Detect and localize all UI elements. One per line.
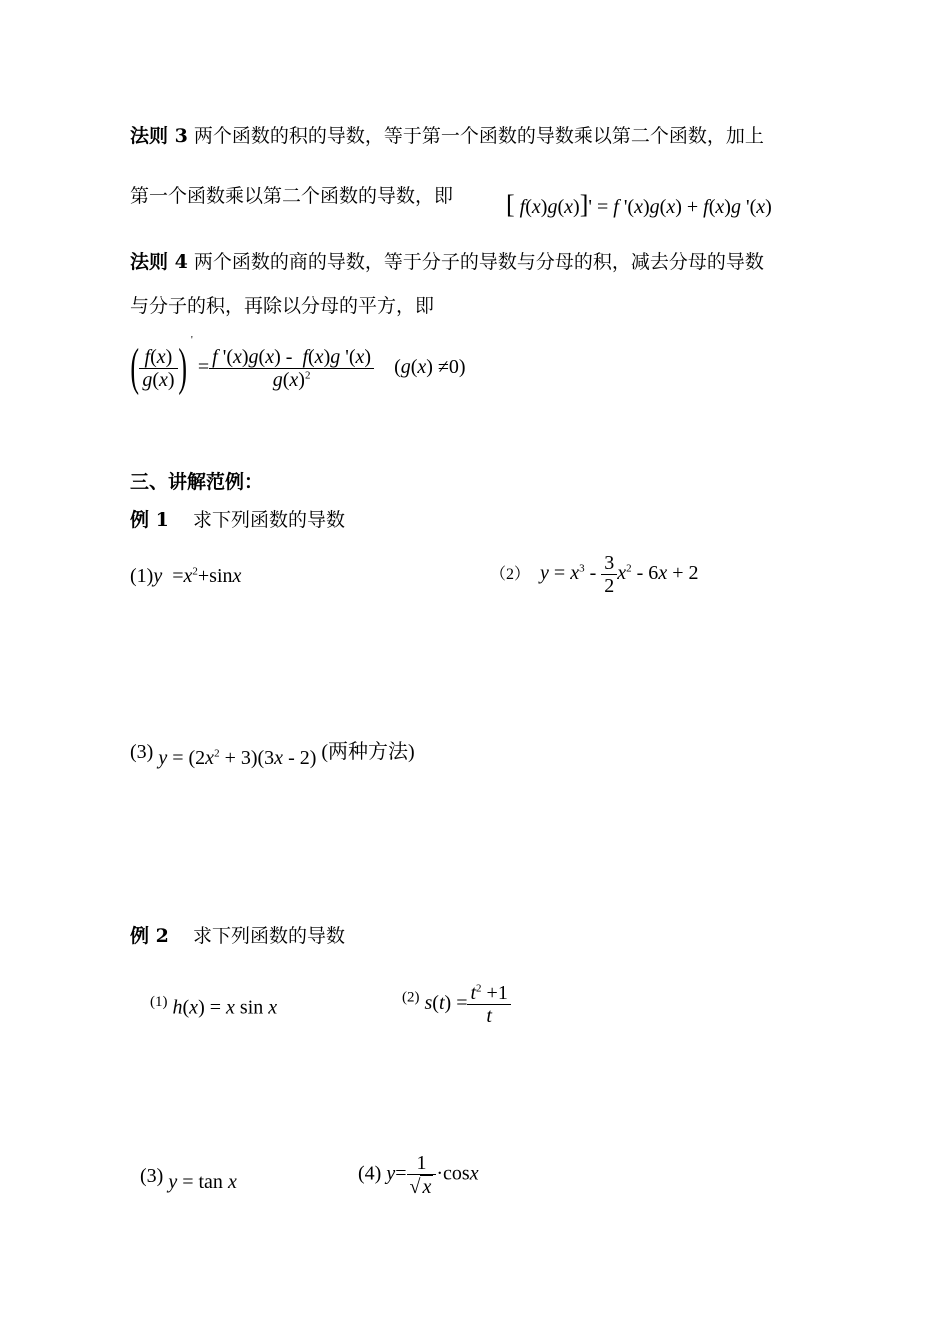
example1-item2: （2） $y = x^3$ - $\frac{3}{2}$ $x^2 - 6x + 2$ [490, 552, 699, 597]
section-heading: 三、讲解范例： [130, 471, 264, 493]
example2-item4-label: (4) [358, 1162, 382, 1185]
example2-item2-label: (2) [402, 989, 420, 1006]
example2-item3-label: (3) [140, 1165, 164, 1187]
example1-item3-note: (两种方法) [321, 741, 415, 763]
rule4-label: 法则 4 [130, 251, 188, 273]
example2-item1: $^{(1)}$ h(x) = x sin x [150, 994, 278, 1019]
example2-prompt: 求下列函数的导数 [193, 925, 346, 947]
rule3-line2: 第一个函数乘以第二个函数的导数，即 [130, 185, 454, 207]
example2-item1-label: (1) [150, 994, 168, 1010]
example1-item1: $(1)y =x^2+\sin x$ [130, 565, 242, 587]
example1-item3-label: (3) [130, 741, 154, 763]
rule3-text1: 两个函数的积的导数，等于第一个函数的导数乘以第二个函数，加上 [193, 125, 764, 147]
rule4-line2: 与分子的积，再除以分母的平方，即 [130, 295, 435, 317]
example2-title [130, 924, 345, 948]
example2-item2: $^{(2)}$ s(t) = $\frac{t^2 +1}{t}$ [402, 982, 511, 1027]
example1-prompt: 求下列函数的导数 [193, 509, 346, 531]
example1-item1-label: (1) [130, 565, 154, 587]
example1-item2-label: （2） [490, 566, 531, 584]
example2-item4: (4) y= $\frac{1}{√ x}$ ·cosx [358, 1152, 479, 1198]
rule3-label: 法则 3 [130, 125, 188, 147]
example1-label: 例 1 [130, 509, 169, 531]
example1-title [130, 508, 345, 532]
rule3-formula: [ f(x)g(x)]' = f '(x)g(x) + f(x)g '(x) [506, 190, 772, 219]
example1-item3: (3) $y = (2x^2 + 3)(3x - 2)$ (两种方法) [130, 741, 415, 769]
rule4-formula: ( $\frac{f(x)}{g(x)}$ ) ' = $\frac{f '(x)g(x) - f(x)g '(x)}{g(x)^2}$ (g(x) ≠0) [130, 334, 466, 397]
example2-label: 例 2 [130, 925, 169, 947]
rule4-line1 [130, 250, 764, 274]
rule3-line1 [130, 124, 764, 148]
rule4-text1: 两个函数的商的导数，等于分子的导数与分母的积，减去分母的导数 [193, 251, 764, 273]
example2-item3: (3) y = tan x [140, 1165, 237, 1193]
